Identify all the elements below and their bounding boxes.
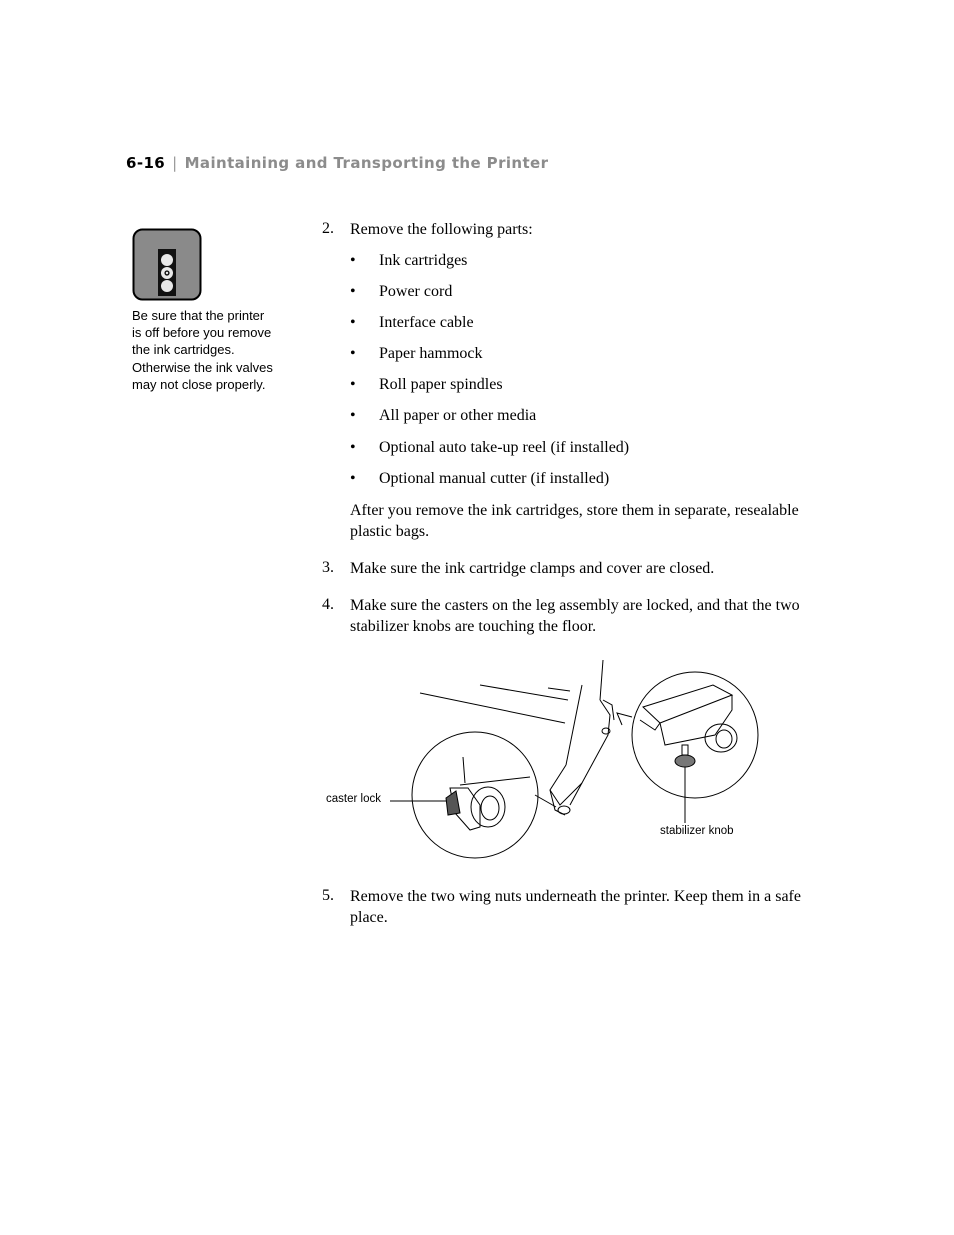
caution-icon: [132, 228, 202, 301]
step-text: Make sure the ink cartridge clamps and cover are closed.: [350, 560, 715, 577]
list-item: Optional manual cutter (if installed): [379, 470, 610, 487]
bullet-symbol: •: [350, 252, 356, 269]
list-item: Optional auto take-up reel (if installed): [379, 439, 630, 456]
bullet-symbol: •: [350, 470, 356, 487]
bullet-symbol: •: [350, 376, 356, 393]
chapter-title: Maintaining and Transporting the Printer: [184, 154, 549, 172]
bullet-symbol: •: [350, 345, 356, 362]
page-number: 6-16: [126, 154, 166, 172]
step-number: 4.: [322, 596, 334, 613]
header-separator: |: [172, 154, 178, 172]
step-text: Make sure the casters on the leg assembly are locked, and that the two stabilizer knobs are touching the floor.: [350, 597, 800, 635]
list-item: Paper hammock: [379, 345, 483, 362]
note-line: Be sure that the printer: [132, 308, 265, 323]
step-text: Remove the following parts:: [350, 221, 533, 238]
note-line: is off before you remove: [132, 325, 272, 341]
step-number: 2.: [322, 220, 334, 237]
caster-lock-label: caster lock: [326, 793, 381, 805]
note-line: the ink cartridges.: [132, 342, 235, 358]
stabilizer-knob-label: stabilizer knob: [660, 825, 734, 837]
note-line: Otherwise the ink valves: [132, 359, 273, 375]
bullet-symbol: •: [350, 314, 356, 331]
bullet-symbol: •: [350, 407, 356, 424]
list-item: Interface cable: [379, 314, 474, 331]
bullet-symbol: •: [350, 283, 356, 300]
step-followup: After you remove the ink cartridges, store them in separate, resealable plastic bags.: [350, 502, 799, 540]
list-item: Roll paper spindles: [379, 376, 503, 393]
bullet-symbol: •: [350, 439, 356, 456]
list-item: Ink cartridges: [379, 252, 468, 269]
list-item: All paper or other media: [379, 407, 537, 424]
list-item: Power cord: [379, 283, 453, 300]
running-header: [126, 154, 548, 172]
step-text: Remove the two wing nuts underneath the printer. Keep them in a safe place.: [350, 888, 801, 926]
note-line: may not close properly.: [132, 376, 266, 392]
sidebar-note: [132, 307, 302, 393]
step-number: 5.: [322, 887, 334, 904]
step-number: 3.: [322, 559, 334, 576]
